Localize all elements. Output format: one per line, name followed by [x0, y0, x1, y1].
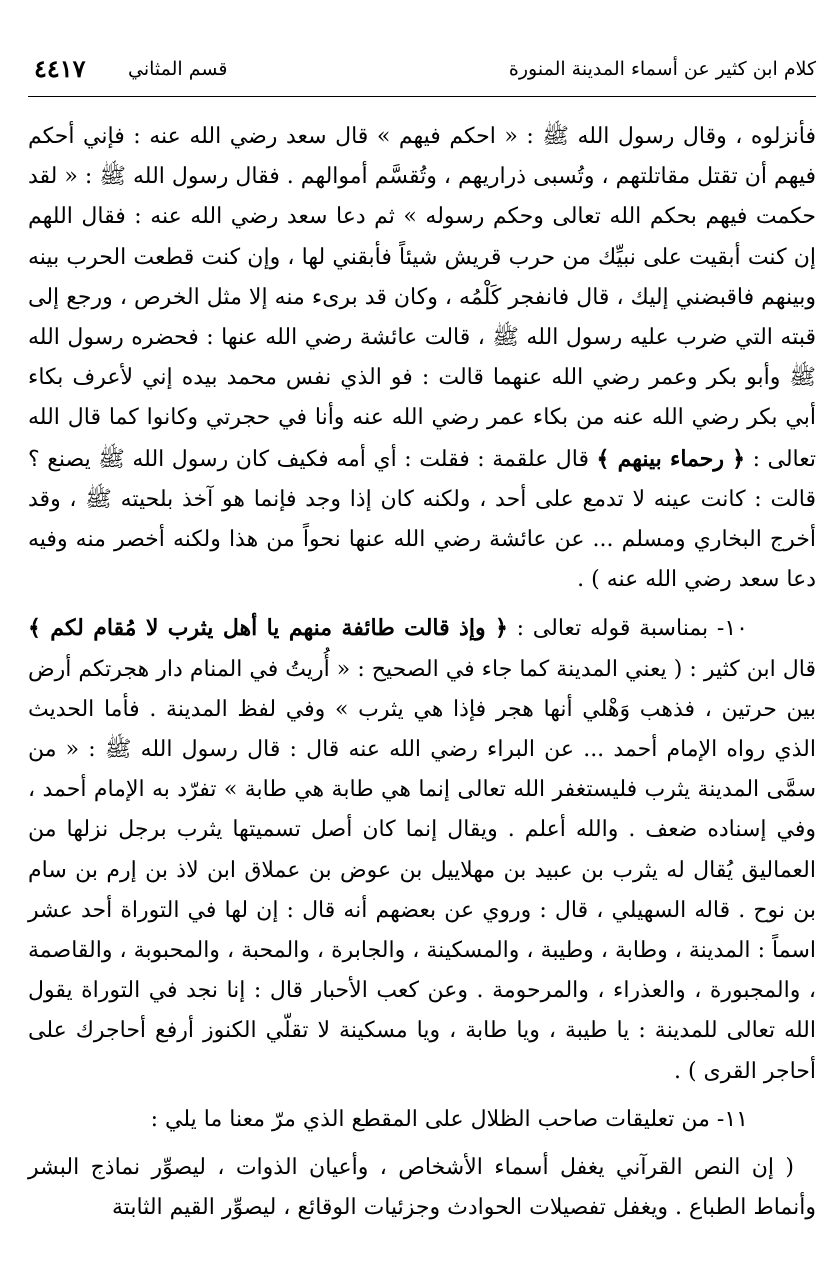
page-body: [28, 117, 816, 1228]
paragraph-text: قال علقمة : فقلت : أي أمه فكيف كان رسول الله ﷺ يصنع ؟ قالت : كانت عينه لا تدمع على أحد ، ولكنه كان إذا وجد فإنما هو آخذ بلحيته ﷺ ، وقد أخرج البخاري ومسلم ... عن عائشة رضي الله عنها نحواً من هذا ولكنه أخصر منه وفيه دعا سعد رضي الله عنه ) .: [28, 446, 816, 593]
paragraph-hadith-saad: [28, 117, 816, 600]
header-title: كلام ابن كثير عن أسماء المدينة المنورة: [508, 58, 816, 80]
book-page: [28, 50, 816, 1250]
paragraph-text: فأنزلوه ، وقال رسول الله ﷺ : « احكم فيهم » قال سعد رضي الله عنه : فإني أحكم فيهم أن تقتل مقاتلتهم ، وتُسبى ذراريهم ، وتُقسَّم أموالهم . فقال رسول الله ﷺ : « لقد حكمت فيهم بحكم الله تعالى وحكم رسوله » ثم دعا سعد رضي الله عنه : فقال اللهم إن كنت أبقيت على نبيِّك من حرب قريش شيئاً فأبقني لها ، وإن كنت قطعت الحرب بينه وبينهم فاقبضني إليك ، قال فانفجر كَلْمُه ، وكان قد برىء منه إلا مثل الخرص ، ورجع إلى قبته التي ضرب عليه رسول الله ﷺ ، قالت عائشة رضي الله عنها : فحضره رسول الله ﷺ وأبو بكر وعمر رضي الله عنهما قالت : فو الذي نفس محمد بيده إني لأعرف بكاء أبي بكر رضي الله عنه من بكاء عمر رضي الله عنه وأنا في حجرتي وكانوا كما قال الله تعالى :: [28, 124, 816, 472]
header-section: قسم المثاني: [128, 58, 228, 80]
page-number: ٤٤١٧: [34, 54, 86, 83]
note-number: ١٠- بمناسبة قوله تعالى :: [516, 616, 748, 642]
running-header: [28, 50, 816, 97]
paragraph-quote-zilal: [28, 1148, 816, 1228]
quran-quote: ﴿ رحماء بينهم ﴾: [596, 445, 746, 472]
paragraph-text: قال ابن كثير : ( يعني المدينة كما جاء في الصحيح : « أُريتُ في المنام دار هجرتكم أرض بين حرتين ، فذهب وَهْلي أنها هجر فإذا هي يثرب » وفي لفظ المدينة . فأما الحديث الذي رواه الإمام أحمد ... عن البراء رضي الله عنه قال : قال رسول الله ﷺ : « من سمَّى المدينة يثرب فليستغفر الله تعالى إنما هي طابة هي طابة » تفرّد به الإمام أحمد ، وفي إسناده ضعف . والله أعلم . ويقال إنما كان أصل تسميتها يثرب برجل نزلها من العماليق يُقال له يثرب بن عبيد بن مهلاييل بن عوض بن عملاق ابن لاذ بن إرم بن سام بن نوح . قاله السهيلي ، قال : وروي عن بعضهم أنه قال : إن لها في التوراة أحد عشر اسماً : المدينة ، وطابة ، وطيبة ، والمسكينة ، والجابرة ، والمحبة ، والمحبوبة ، والقاصمة ، والمجبورة ، والعذراء ، والمرحومة . وعن كعب الأحبار قال : إنا نجد في التوراة يقول الله تعالى للمدينة : يا طيبة ، ويا طابة ، ويا مسكينة لا تقلّي الكنوز أرفع أحاجرك على أحاجر القرى ) .: [28, 656, 816, 1084]
paragraph-text: ١١- من تعليقات صاحب الظلال على المقطع الذي مرّ معنا ما يلي :: [150, 1106, 748, 1132]
paragraph-note-11: [28, 1100, 816, 1140]
paragraph-text: ( إن النص القرآني يغفل أسماء الأشخاص ، وأعيان الذوات ، ليصوِّر نماذج البشر وأنماط الطباع . ويغفل تفصيلات الحوادث وجزئيات الوقائع ، ليصوِّر القيم الثابتة: [28, 1155, 816, 1221]
paragraph-note-10: [28, 608, 816, 1091]
quran-quote: ﴿ وإذ قالت طائفة منهم يا أهل يثرب لا مُقام لكم ﴾: [28, 615, 508, 642]
